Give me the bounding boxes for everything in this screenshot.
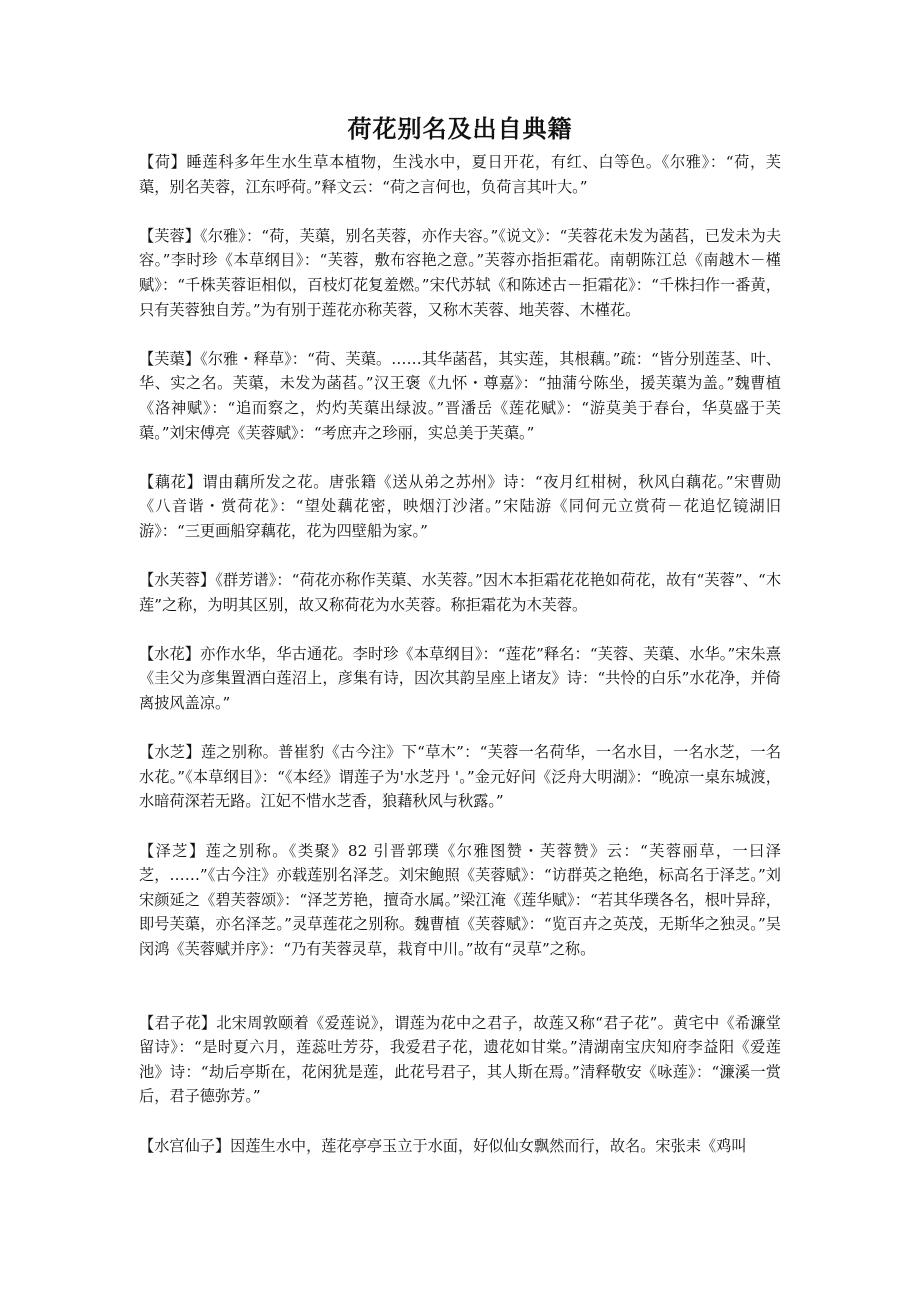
- entry-text: 莲之别称。《类聚》82 引晋郭璞《尔雅图赞・芙蓉赞》云：“芙蓉丽草，一曰泽芝，……”《古今注》亦载莲别名泽芝。刘宋鲍照《芙蓉赋》：“访群英之艳绝，标高名于泽芝。”刘宋颜延之《碧芙蓉颂》：“泽芝芳艳，擅奇水属。”梁江淹《莲华赋》：“若其华璞各名，根叶异辞，即号芙蕖，亦名泽芝。”灵草莲花之别称。魏曹植《芙蓉赋》：“览百卉之英茂，无斯华之独灵。”吴闵鸿《芙蓉赋并序》：“乃有芙蓉灵草，栽育中川。”故有“灵草”之称。: [139, 841, 781, 958]
- entry-text: 《尔雅》：“荷，芙蕖，别名芙蓉，亦作夫容。”《说文》：“芙蓉花未发为菡萏，已发未为夫容。”李时珍《本草纲目》：“芙蓉，敷布容艳之意。”芙蓉亦指拒霜花。南朝陈江总《南越木－槿赋》：“千株芙蓉讵相似，百枝灯花复羞燃。”宋代苏轼《和陈述古－拒霜花》：“千株扫作一番黄，只有芙蓉独自芳。”为有别于莲花亦称芙蓉，又称木芙蓉、地芙蓉、木槿花。: [139, 226, 782, 319]
- entry-shuihua: [139, 642, 781, 716]
- entry-text: 《群芳谱》：“荷花亦称作芙蕖、水芙蓉。”因木本拒霜花花艳如荷花，故有“芙蓉”、“木莲”之称，为明其区别，故又称荷花为水芙蓉。称拒霜花为木芙蓉。: [139, 571, 782, 614]
- entry-term: 【水芝】: [139, 743, 201, 762]
- entry-term: 【芙蓉】: [139, 226, 201, 245]
- entry-ouhua: [139, 470, 781, 544]
- entry-junzihua: [139, 1011, 781, 1109]
- entry-text: 亦作水华，华古通花。李时珍《本草纲目》：“莲花”释名：“芙蓉、芙蕖、水华。”宋朱熹《圭父为彦集置酒白莲沼上，彦集有诗，因次其韵呈座上诸友》诗：“共怜的白乐”水花净，并倚离披风盖凉。”: [139, 644, 782, 713]
- entry-term: 【君子花】: [139, 1013, 217, 1032]
- entry-term: 【水宫仙子】: [139, 1136, 231, 1155]
- entry-shuifurong: [139, 568, 781, 617]
- entry-term: 【藕花】: [139, 472, 203, 491]
- document-page: [139, 112, 781, 1158]
- entry-term: 【水花】: [139, 644, 201, 663]
- entry-term: 【泽芝】: [139, 841, 206, 860]
- entry-term: 【芙蕖】: [139, 349, 201, 368]
- entry-text: 因莲生水中，莲花亭亭玉立于水面，好似仙女飘然而行，故名。宋张耒《鸡叫: [230, 1136, 747, 1155]
- entry-text: 北宋周敦颐着《爱莲说》，谓莲为花中之君子，故莲又称“君子花”。黄宅中《希濂堂留诗》：“是时夏六月，莲蕊吐芳芬，我爱君子花，遗花如甘棠。”清湖南宝庆知府李益阳《爱莲池》诗：“劫后亭斯在，花闲犹是莲，此花号君子，其人斯在焉。”清释敬安《咏莲》：“濂溪一赏后，君子德弥芳。”: [139, 1013, 781, 1106]
- entry-shuigongxianzi: [139, 1134, 781, 1159]
- entry-term: 【荷】: [139, 153, 187, 171]
- entry-he: [139, 150, 781, 199]
- document-title: 荷花别名及出自典籍: [347, 114, 573, 143]
- entry-zezhi: [139, 839, 781, 962]
- entry-fuqu: [139, 347, 781, 445]
- entry-term: 【水芙蓉】: [139, 571, 216, 590]
- entry-text: 睡莲科多年生水生草本植物，生浅水中，夏日开花，有红、白等色。《尔雅》：“荷，芙蕖，别名芙蓉，江东呼荷。”释文云：“荷之言何也，负荷言其叶大。”: [139, 153, 781, 196]
- entry-text: 《尔雅・释草》：“荷、芙蕖。……其华菡萏，其实莲，其根藕。”疏：“皆分别莲茎、叶、华、实之名。芙蕖，未发为菡萏。”汉王褒《九怀・尊嘉》：“抽蒲兮陈坐，援芙蕖为盖。”魏曹植《洛神赋》：“追而察之，灼灼芙蕖出绿波。”晋潘岳《莲花赋》：“游莫美于春台，华莫盛于芙蕖。”刘宋傅亮《芙蓉赋》：“考庶卉之珍丽，实总美于芙蕖。”: [139, 349, 781, 442]
- entry-shuizhi: [139, 740, 781, 814]
- entry-furong: [139, 224, 781, 322]
- entry-text: 谓由藕所发之花。唐张籍《送从弟之苏州》诗：“夜月红柑树，秋风白藕花。”宋曹勋《八音谐・赏荷花》：“望处藕花密，映烟汀沙渚。”宋陆游《同何元立赏荷－花追忆镜湖旧游》：“三更画船穿藕花，花为四壁船为家。”: [139, 472, 781, 540]
- entry-text: 莲之别称。普崔豹《古今注》下“草木”：“芙蓉一名荷华，一名水目，一名水芝，一名水花。”《本草纲目》：“《本经》谓莲子为'水芝丹 '。”金元好问《泛舟大明湖》：“晚凉一桌东城渡，水暗荷深若无路。江妃不惜水芝香，狼藉秋风与秋露。”: [139, 743, 782, 811]
